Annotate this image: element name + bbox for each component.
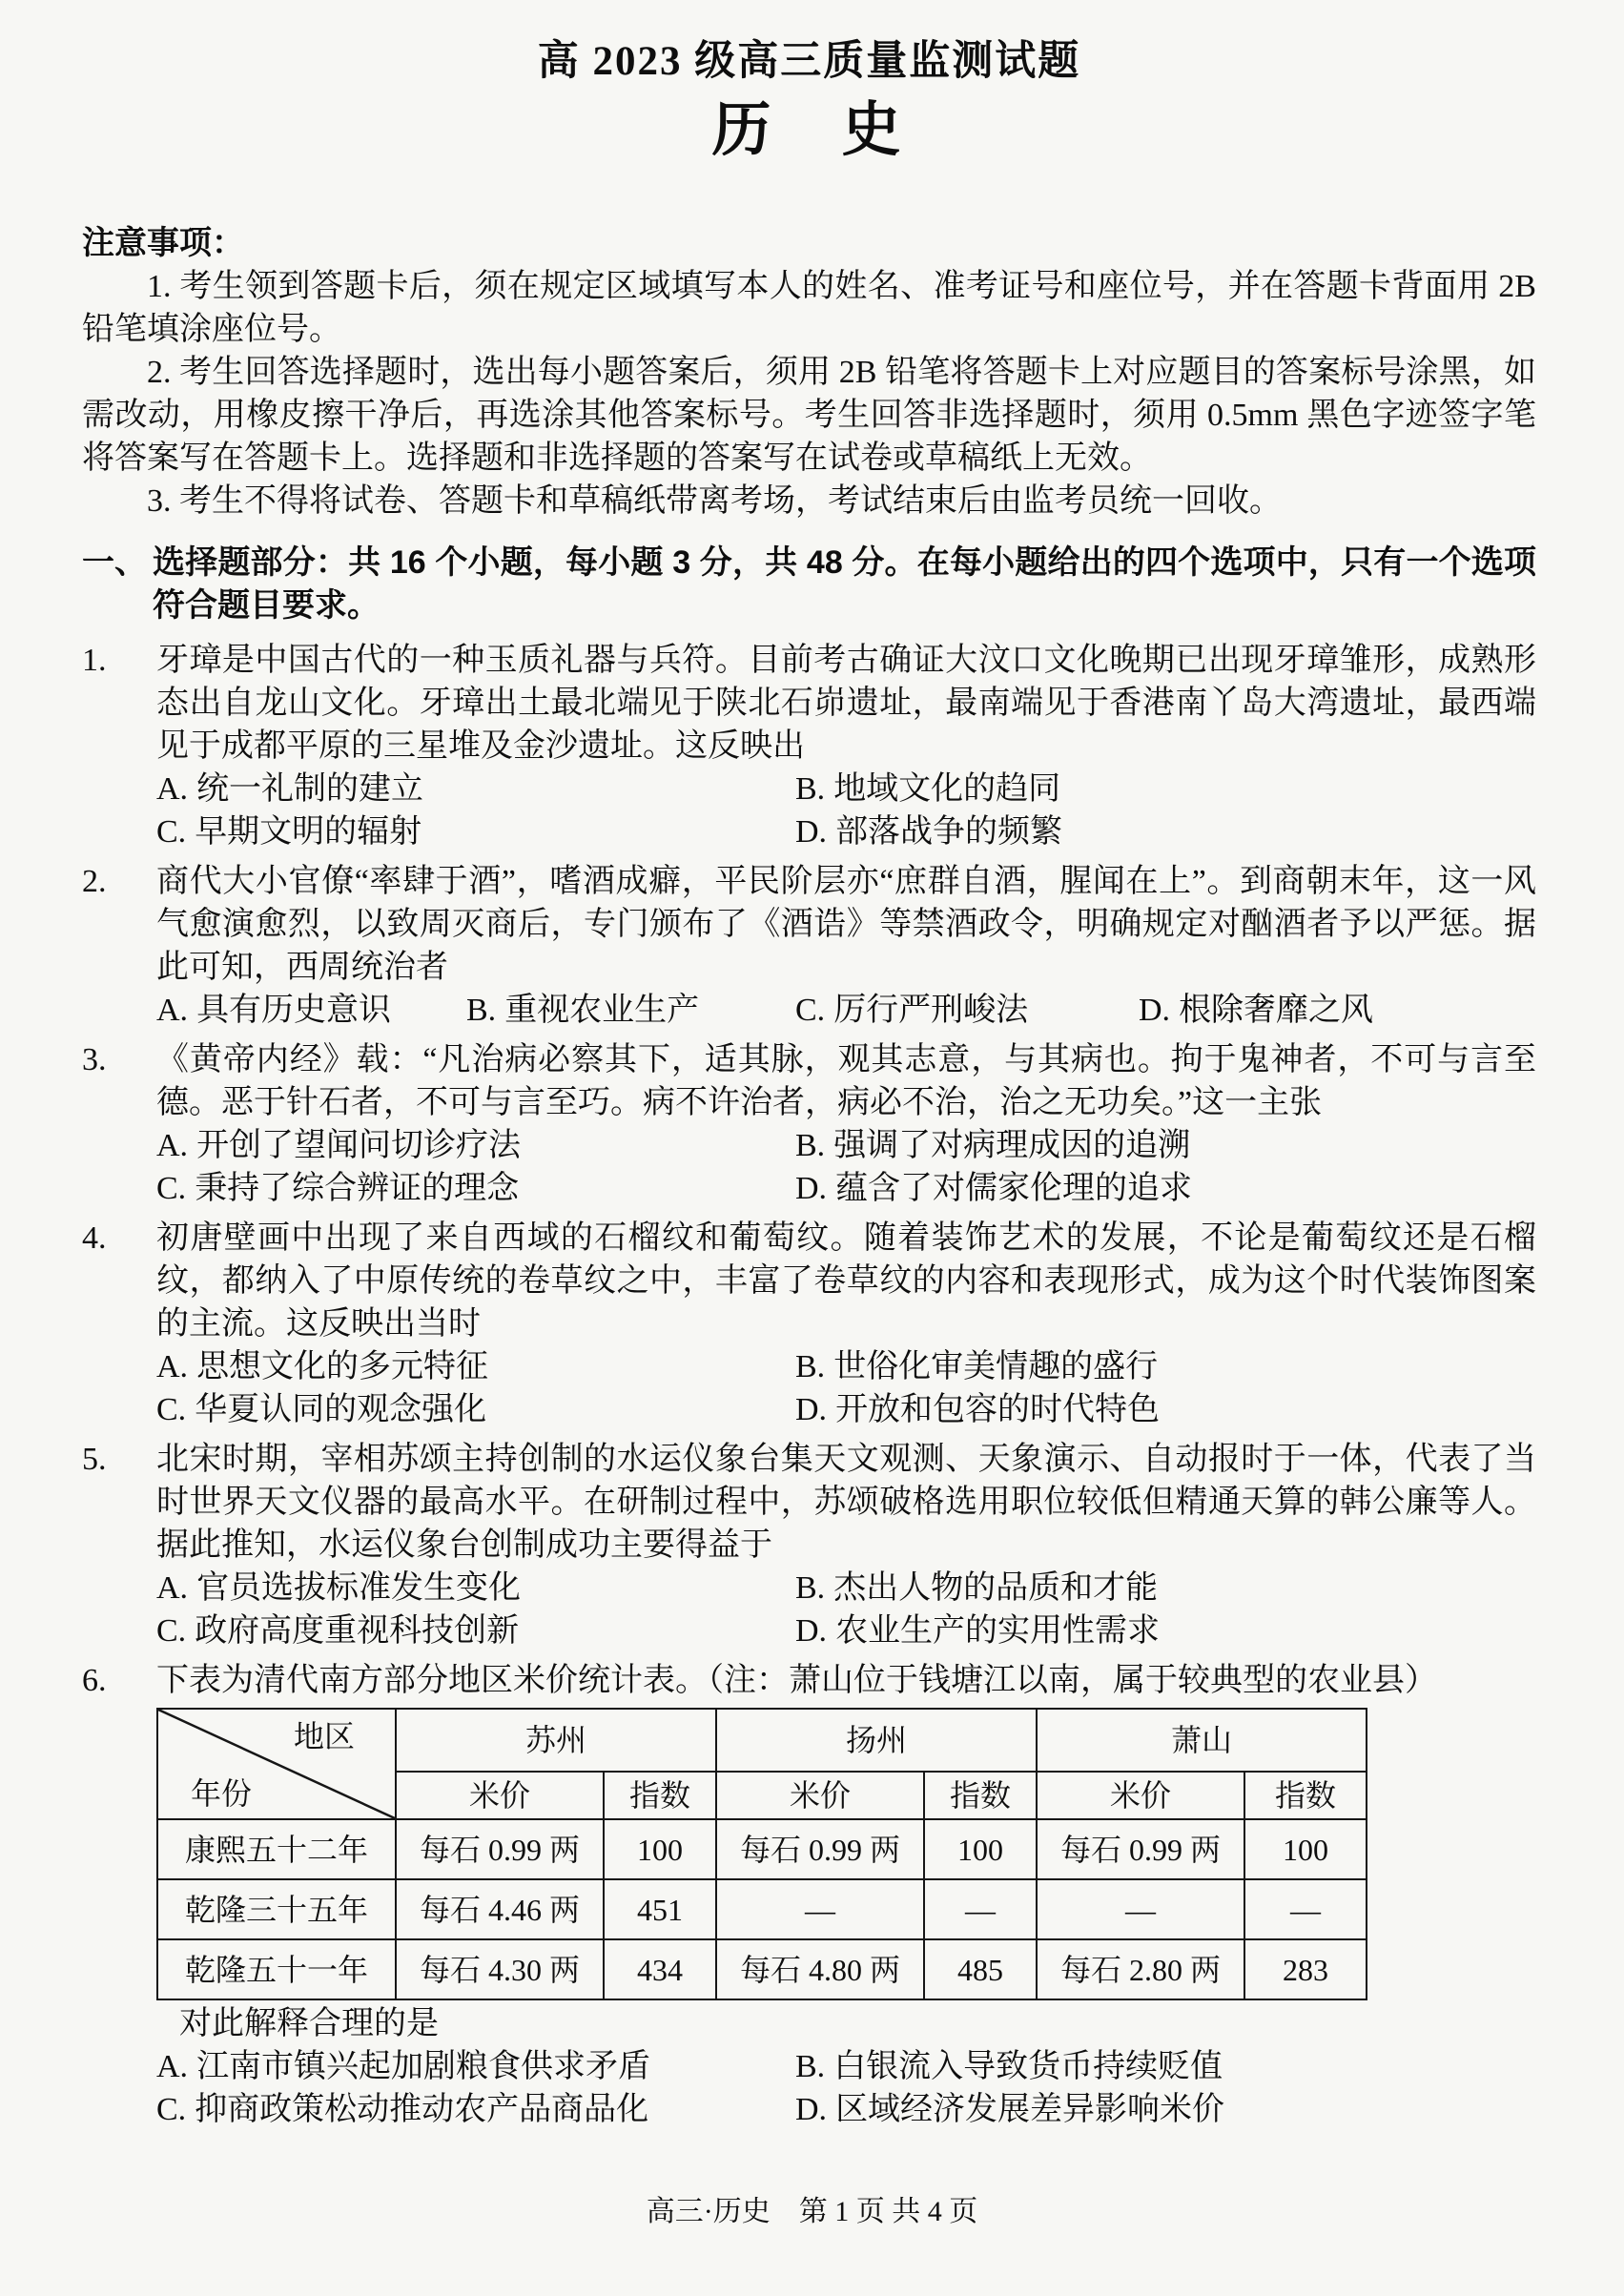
question-5-number: 5. [82,1442,107,1477]
region-header-suzhou: 苏州 [396,1709,716,1772]
subheader-price: 米价 [1037,1772,1244,1819]
question-6 [82,1659,1536,2131]
question-1-option-c [156,810,795,853]
option-label: B. [795,1349,826,1384]
question-5-option-a [156,1567,795,1609]
option-text: 部落战争的频繁 [835,814,1063,850]
table-corner-cell [157,1709,396,1819]
question-2-option-d [1139,989,1536,1032]
question-4-option-c [156,1388,795,1431]
question-4-option-a [156,1345,795,1388]
question-6-option-b [795,2045,1536,2088]
cell-price: 每石 4.30 两 [396,1939,604,1999]
table-row-qianlong35 [157,1879,1367,1939]
option-label: D. [795,1613,828,1649]
option-label: C. [795,993,826,1028]
option-label: D. [795,1171,828,1206]
question-6-option-c [156,2088,795,2131]
question-5-option-c [156,1609,795,1652]
region-header-yangzhou: 扬州 [716,1709,1037,1772]
question-1-stem: 牙璋是中国古代的一种玉质礼器与兵符。目前考古确证大汶口文化晚期已出现牙璋雏形，成熟形态出自龙山文化。牙璋出土最北端见于陕北石峁遗址，最南端见于香港南丫岛大湾遗址，最西端见于成都平原的三星堆及金沙遗址。这反映出 [156,643,1536,764]
question-1-option-a [156,768,795,810]
question-3-option-d [795,1167,1536,1210]
question-2-number: 2. [82,864,107,899]
question-2-options [156,989,1536,1032]
notice-item-1: 1. 考生领到答题卡后，须在规定区域填写本人的姓名、准考证号和座位号，并在答题卡背面用 2B 铅笔填涂座位号。 [82,269,1536,347]
cell-index: 485 [924,1939,1037,1999]
cell-index: 100 [604,1819,716,1879]
option-text: 华夏认同的观念强化 [195,1392,487,1427]
cell-index: — [924,1879,1037,1939]
subheader-price: 米价 [716,1772,924,1819]
notice-heading: 注意事项： [82,225,244,261]
question-6-body [156,1659,1536,2131]
question-4-number: 4. [82,1220,107,1256]
option-label: C. [156,1613,187,1649]
option-text: 厉行严刑峻法 [833,993,1029,1028]
option-label: B. [795,1128,826,1163]
question-1-options [156,768,1536,853]
cell-price: 每石 0.99 两 [716,1819,924,1879]
cell-index: 451 [604,1879,716,1939]
section-one-heading [82,542,1536,627]
cell-index: 283 [1244,1939,1367,1999]
question-2-stem: 商代大小官僚“率肆于酒”，嗜酒成癖，平民阶层亦“庶群自酒，腥闻在上”。到商朝末年，这一风气愈演愈烈，以致周灭商后，专门颁布了《酒诰》等禁酒政令，明确规定对酗酒者予以严惩。据此可知，西周统治者 [156,864,1536,985]
question-6-prompt: 对此解释合理的是 [179,2006,439,2041]
cell-index: 100 [1244,1819,1367,1879]
question-4-stem: 初唐壁画中出现了来自西域的石榴纹和葡萄纹。随着装饰艺术的发展，不论是葡萄纹还是石榴纹，都纳入了中原传统的卷草纹之中，丰富了卷草纹的内容和表现形式，成为这个时代装饰图案的主流。这反映出当时 [156,1220,1536,1342]
option-text: 统一礼制的建立 [196,771,424,807]
corner-label-year: 年份 [191,1776,253,1811]
question-5-body [156,1438,1536,1652]
cell-index: 100 [924,1819,1037,1879]
question-5-option-b [795,1567,1536,1609]
option-label: A. [156,771,189,807]
option-text: 开创了望闻问切诊疗法 [196,1128,522,1163]
option-label: C. [156,1392,187,1427]
question-list [82,639,1536,2131]
option-text: 地域文化的趋同 [833,771,1061,807]
option-text: 农业生产的实用性需求 [835,1613,1161,1649]
question-3-stem: 《黄帝内经》载：“凡治病必察其下，适其脉，观其志意，与其病也。拘于鬼神者，不可与言至德。恶于针石者，不可与言至巧。病不许治者，病必不治，治之无功矣。”这一主张 [156,1042,1536,1120]
notice-section [82,221,1536,523]
question-4-option-b [795,1345,1536,1388]
question-4-option-d [795,1388,1536,1431]
option-text: 开放和包容的时代特色 [835,1392,1161,1427]
option-label: A. [156,2049,189,2084]
cell-price: — [716,1879,924,1939]
question-4-body [156,1217,1536,1431]
option-text: 具有历史意识 [196,993,392,1028]
section-one-numeral: 一、 [82,544,147,581]
option-text: 早期文明的辐射 [195,814,422,850]
question-3-option-b [795,1124,1536,1167]
question-3-body [156,1038,1536,1210]
option-text: 思想文化的多元特征 [196,1349,489,1384]
option-text: 区域经济发展差异影响米价 [835,2092,1225,2127]
question-1-number: 1. [82,643,107,678]
question-6-stem: 下表为清代南方部分地区米价统计表。（注：萧山位于钱塘江以南，属于较典型的农业县） [156,1663,1437,1698]
option-text: 杰出人物的品质和才能 [833,1570,1159,1606]
notice-item-3: 3. 考生不得将试卷、答题卡和草稿纸带离考场，考试结束后由监考员统一回收。 [147,483,1282,519]
cell-index: — [1244,1879,1367,1939]
rice-price-table [156,1708,1367,2000]
subheader-index: 指数 [924,1772,1037,1819]
question-6-option-d [795,2088,1536,2131]
option-label: A. [156,1128,189,1163]
option-text: 政府高度重视科技创新 [195,1613,520,1649]
question-6-option-a [156,2045,795,2088]
cell-price: 每石 2.80 两 [1037,1939,1244,1999]
option-label: A. [156,1349,189,1384]
row-year: 康熙五十二年 [157,1819,396,1879]
table-row-kangxi52 [157,1819,1367,1879]
question-2-option-b [466,989,795,1032]
question-5-stem: 北宋时期，宰相苏颂主持创制的水运仪象台集天文观测、天象演示、自动报时于一体，代表了当时世界天文仪器的最高水平。在研制过程中，苏颂破格选用职位较低但精通天算的韩公廉等人。据此推知，水运仪象台创制成功主要得益于 [156,1442,1536,1563]
cell-index: 434 [604,1939,716,1999]
question-2-option-a [156,989,466,1032]
option-text: 白银流入导致货币持续贬值 [833,2049,1223,2084]
option-label: A. [156,1570,189,1606]
question-4-options [156,1345,1536,1431]
option-label: A. [156,993,189,1028]
subheader-index: 指数 [604,1772,716,1819]
table-row-qianlong51 [157,1939,1367,1999]
row-year: 乾隆三十五年 [157,1879,396,1939]
question-2 [82,860,1536,1032]
option-label: C. [156,2092,187,2127]
question-5 [82,1438,1536,1652]
row-year: 乾隆五十一年 [157,1939,396,1999]
option-label: C. [156,1171,187,1206]
option-text: 江南市镇兴起加剧粮食供求矛盾 [196,2049,651,2084]
page-title: 高 2023 级高三质量监测试题 [537,39,1081,84]
question-3-number: 3. [82,1042,107,1077]
option-label: C. [156,814,187,850]
section-one-text: 选择题部分：共 16 个小题，每小题 3 分，共 48 分。在每小题给出的四个选项中，只有一个选项符合题目要求。 [153,544,1536,624]
page-footer: 高三·历史 第 1 页 共 4 页 [646,2196,978,2227]
question-3 [82,1038,1536,1210]
option-label: D. [1139,993,1171,1028]
cell-price: — [1037,1879,1244,1939]
notice-item-2: 2. 考生回答选择题时，选出每小题答案后，须用 2B 铅笔将答题卡上对应题目的答案标号涂黑，如需改动，用橡皮擦干净后，再选涂其他答案标号。考生回答非选择题时，须用 0.5mm 黑色字迹签字笔将答案写在答题卡上。选择题和非选择题的答案写在试卷或草稿纸上无效。 [82,355,1536,476]
cell-price: 每石 0.99 两 [396,1819,604,1879]
question-4 [82,1217,1536,1431]
question-5-options [156,1567,1536,1652]
option-label: B. [795,1570,826,1606]
subject-title: 历 史 [711,97,907,163]
option-text: 世俗化审美情趣的盛行 [833,1349,1159,1384]
option-text: 抑商政策松动推动农产品商品化 [195,2092,649,2127]
cell-price: 每石 0.99 两 [1037,1819,1244,1879]
corner-label-region: 地区 [293,1719,355,1753]
option-text: 强调了对病理成因的追溯 [833,1128,1191,1163]
option-label: D. [795,2092,828,2127]
cell-price: 每石 4.46 两 [396,1879,604,1939]
option-label: B. [466,993,497,1028]
question-3-options [156,1124,1536,1210]
region-header-xiaoshan: 萧山 [1037,1709,1367,1772]
question-1-option-b [795,768,1536,810]
question-1 [82,639,1536,853]
question-6-options [156,2045,1536,2131]
option-label: D. [795,1392,828,1427]
option-label: D. [795,814,828,850]
option-text: 蕴含了对儒家伦理的追求 [835,1171,1193,1206]
option-text: 重视农业生产 [504,993,700,1028]
subheader-index: 指数 [1244,1772,1367,1819]
question-2-body [156,860,1536,1032]
option-text: 秉持了综合辨证的理念 [195,1171,520,1206]
option-text: 根除奢靡之风 [1179,993,1374,1028]
subheader-price: 米价 [396,1772,604,1819]
question-3-option-c [156,1167,795,1210]
question-5-option-d [795,1609,1536,1652]
option-label: B. [795,771,826,807]
question-6-number: 6. [82,1663,107,1698]
question-3-option-a [156,1124,795,1167]
cell-price: 每石 4.80 两 [716,1939,924,1999]
option-label: B. [795,2049,826,2084]
question-2-option-c [795,989,1139,1032]
question-1-body [156,639,1536,853]
option-text: 官员选拔标准发生变化 [196,1570,522,1606]
question-1-option-d [795,810,1536,853]
